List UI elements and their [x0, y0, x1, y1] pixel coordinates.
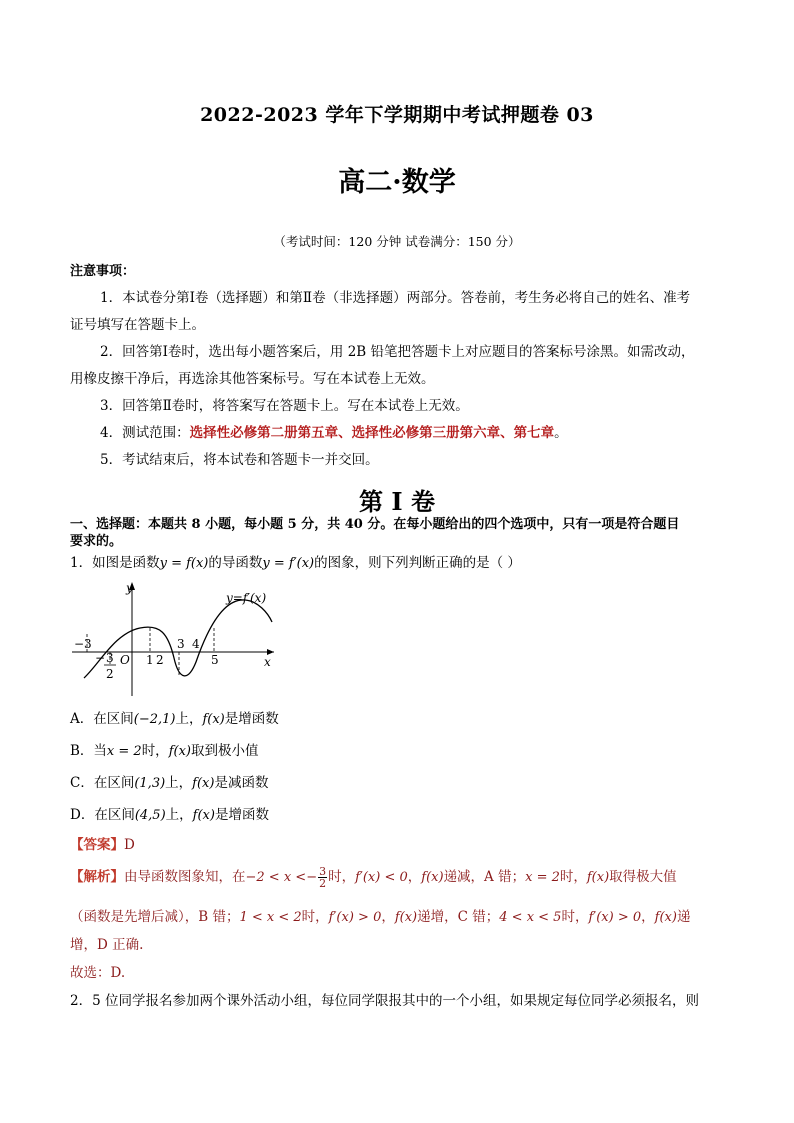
analysis-l2-math-1: 1 < x < 2 — [239, 910, 302, 925]
option-b-cond: x = 2 — [106, 744, 142, 759]
analysis-l2-math-6: f(x) — [654, 910, 677, 925]
analysis-text-6: 取得极大值 — [609, 869, 677, 885]
analysis-math-3: f(x) — [421, 870, 444, 885]
option-d-post: 是增函数 — [214, 807, 269, 823]
notice-heading: 注意事项： — [70, 264, 136, 279]
analysis-l2-g: 递 — [676, 909, 691, 925]
q1-stem-text-c: 的图象，则下列判断正确的是（ ） — [314, 555, 521, 571]
option-d-text: D．在区间 — [70, 807, 135, 823]
option-a — [70, 708, 730, 731]
option-c-func: f(x) — [192, 776, 215, 791]
exam-info: （考试时间：120 分钟 试卷满分：150 分） — [273, 234, 521, 249]
option-d-mid: 上， — [165, 807, 193, 823]
option-c-interval: (1,3) — [134, 776, 166, 791]
option-a-mid: 上， — [175, 711, 203, 727]
question-1-stem — [70, 552, 730, 575]
analysis-l2-c: ， — [381, 909, 395, 925]
section-desc-line2: 要求的。 — [70, 534, 123, 549]
q1-stem-formula-2: y = f′(x) — [262, 556, 315, 571]
notice-scope-value: 选择性必修第二册第五章、选择性必修第三册第六章、第七章 — [189, 425, 555, 441]
tick-label-frac-num: 3 — [106, 651, 114, 665]
option-b-func: f(x) — [168, 744, 191, 759]
tick-label-frac-den: 2 — [106, 667, 114, 681]
option-d — [70, 804, 730, 827]
analysis-l2-f: ， — [641, 909, 655, 925]
notice-scope-label: 4．测试范围： — [100, 425, 190, 441]
option-c — [70, 772, 730, 795]
tick-label-4: 4 — [192, 637, 200, 651]
option-c-post: 是减函数 — [214, 775, 269, 791]
option-a-func: f(x) — [202, 712, 225, 727]
option-b-mid: 时， — [141, 743, 169, 759]
notice-item-4 — [70, 420, 730, 447]
analysis-math-5: f(x) — [586, 870, 610, 885]
analysis-text-5: 时， — [559, 869, 587, 885]
analysis-line-3: 增，D 正确. — [70, 937, 144, 953]
analysis-l2-a: （函数是先增后减），B 错； — [70, 909, 240, 925]
answer-line — [70, 834, 730, 856]
notice-item-5: 5．考试结束后，将本试卷和答题卡一并交回。 — [100, 452, 379, 468]
tick-label-1: 1 — [146, 653, 154, 667]
analysis-l2-e: 时， — [561, 909, 589, 925]
option-a-interval: (−2,1) — [133, 712, 176, 727]
answer-tag: 【答案】 — [70, 837, 124, 853]
analysis-text-1: 由导函数图象知，在 — [124, 869, 246, 885]
q1-stem-text-a: 1．如图是函数 — [70, 555, 160, 571]
option-b-text: B．当 — [70, 743, 107, 759]
q1-stem-text-b: 的导函数 — [208, 555, 263, 571]
option-b-post: 取到极小值 — [190, 743, 259, 759]
analysis-line-1 — [70, 866, 730, 889]
analysis-l2-b: 时， — [301, 909, 329, 925]
derivative-graph — [70, 578, 290, 698]
y-axis-label: y — [126, 581, 133, 595]
notice-item-1b: 证号填写在答题卡上。 — [70, 317, 205, 333]
q1-stem-formula-1: y = f(x) — [159, 556, 209, 571]
notice-scope-end: 。 — [554, 425, 568, 441]
analysis-l2-math-2: f′(x) > 0 — [328, 910, 382, 925]
section-desc-line1: 一、选择题：本题共 8 小题，每小题 5 分，共 40 分。在每小题给出的四个选项中，只有一项是符合题目 — [70, 517, 680, 532]
notice-list — [70, 285, 730, 474]
tick-label-3: 3 — [177, 637, 185, 651]
frac-minus-sign: − — [95, 651, 106, 665]
analysis-text-3: ， — [407, 869, 422, 885]
analysis-l2-math-3: f(x) — [394, 910, 418, 925]
exam-title: 2022-2023 学年下学期期中考试押题卷 03 — [200, 104, 594, 126]
analysis-l2-math-4: 4 < x < 5 — [499, 910, 562, 925]
answer-value: D — [124, 837, 135, 853]
analysis-l2-math-5: f′(x) > 0 — [588, 910, 642, 925]
option-c-mid: 上， — [165, 775, 193, 791]
analysis-fraction — [318, 866, 327, 889]
fraction-denominator: 2 — [319, 877, 327, 890]
tick-label-2: 2 — [156, 653, 164, 667]
section-title: 第 I 卷 — [359, 487, 435, 516]
notice-item-2a: 2．回答第Ⅰ卷时，选出每小题答案后，用 2B 铅笔把答题卡上对应题目的答案标号涂黑。如需改动， — [100, 344, 695, 360]
question-2-stem: 2．5 位同学报名参加两个课外活动小组，每位同学限报其中的一个小组，如果规定每位同学必须报名，则 — [70, 993, 699, 1009]
analysis-math-minus: − — [306, 870, 318, 885]
option-c-text: C．在区间 — [70, 775, 135, 791]
x-axis-label: x — [264, 655, 271, 669]
origin-label: O — [120, 653, 130, 667]
analysis-math-1: −2 < x < — [245, 870, 307, 885]
analysis-math-4: x = 2 — [525, 870, 560, 885]
notice-item-3: 3．回答第Ⅱ卷时，将答案写在答题卡上。写在本试卷上无效。 — [100, 398, 469, 414]
tick-label-5: 5 — [211, 653, 219, 667]
analysis-text-2: 时， — [328, 869, 356, 885]
fraction-numerator: 3 — [319, 865, 327, 878]
analysis-l2-d: 递增，C 错； — [417, 909, 500, 925]
analysis-math-2: f′(x) < 0 — [355, 870, 408, 885]
conclusion-line: 故选：D. — [70, 965, 126, 981]
option-b — [70, 740, 730, 763]
option-d-func: f(x) — [192, 808, 215, 823]
section-description — [70, 516, 730, 550]
option-a-text: A．在区间 — [70, 711, 134, 727]
subject-title: 高二·数学 — [338, 167, 456, 198]
curve-label: y=f′(x) — [226, 591, 267, 605]
analysis-tag: 【解析】 — [70, 869, 124, 885]
notice-item-2b: 用橡皮擦干净后，再选涂其他答案标号。写在本试卷上无效。 — [70, 371, 435, 387]
notice-item-1a: 1．本试卷分第Ⅰ卷（选择题）和第Ⅱ卷（非选择题）两部分。答卷前，考生务必将自己的姓名、准考 — [100, 290, 691, 306]
option-d-interval: (4,5) — [134, 808, 166, 823]
tick-label-neg3: −3 — [74, 637, 92, 651]
analysis-line-2 — [70, 906, 730, 929]
analysis-text-4: 递减，A 错； — [443, 869, 526, 885]
option-a-post: 是增函数 — [224, 711, 279, 727]
